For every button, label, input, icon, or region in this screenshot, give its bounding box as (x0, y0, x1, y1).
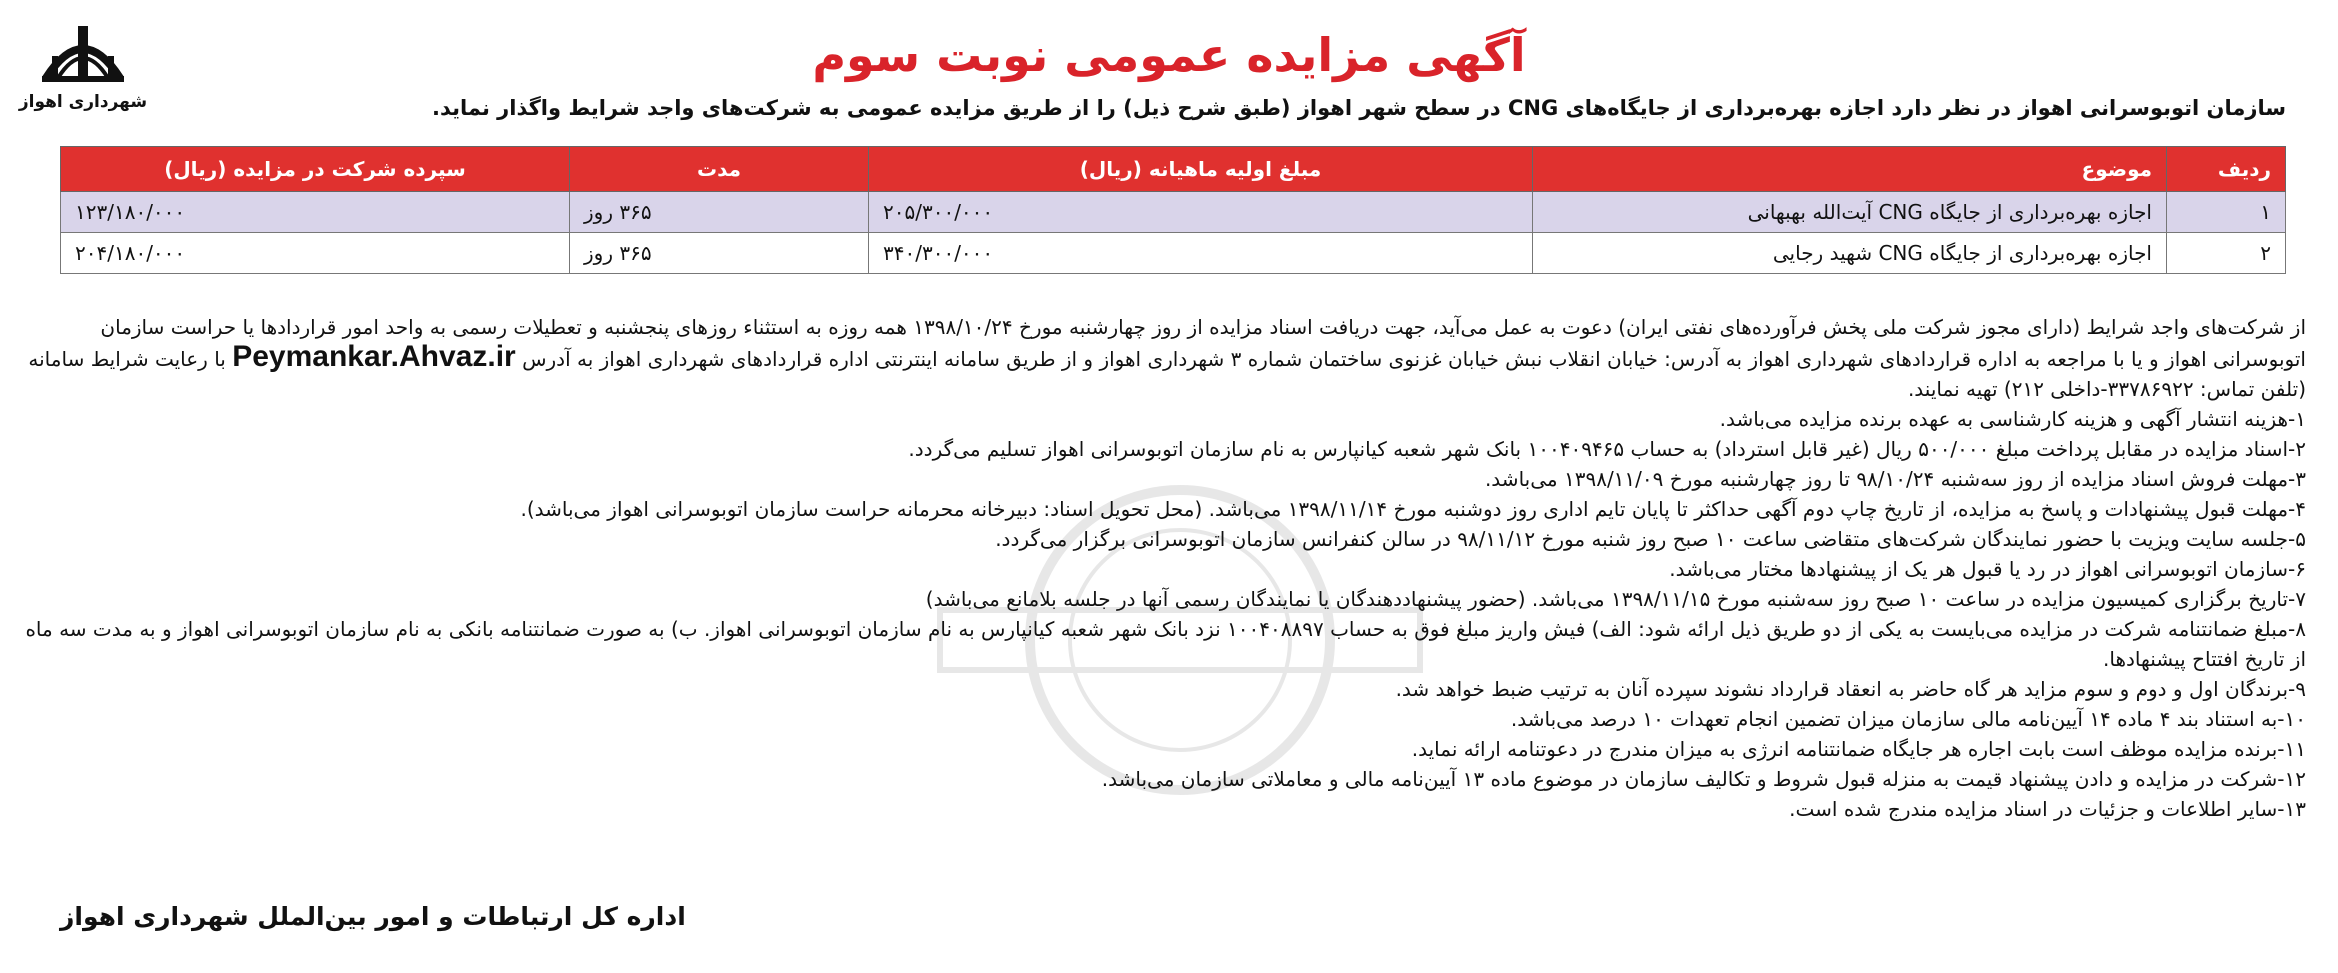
footer-signature: اداره کل ارتباطات و امور بین‌الملل شهرداری اهواز (60, 902, 686, 931)
cell-monthly-price: ۲۰۵/۳۰۰/۰۰۰ (869, 192, 1533, 233)
header-deposit: سپرده شرکت در مزایده (ریال) (61, 147, 570, 192)
table-header-row (61, 147, 2286, 192)
table-row (61, 192, 2286, 233)
cell-subject: اجازه بهره‌برداری از جایگاه CNG شهید رجایی (1533, 233, 2167, 274)
body-paragraph: از شرکت‌های واجد شرایط (دارای مجوز شرکت ملی پخش فرآورده‌های نفتی ایران) دعوت به عمل می‌آید، جهت دریافت اسناد مزایده از روز چهارشنبه مورخ ۱۳۹۸/۱۰/۲۴ همه روزه به استثناء روزهای پنجشنبه و تعطیلات رسمی به واحد امور قراردادها یا حراست سازمان (100, 315, 2306, 339)
header-duration: مدت (570, 147, 869, 192)
condition-item: ۵-جلسه سایت ویزیت با حضور نمایندگان شرکت‌های متقاضی ساعت ۱۰ صبح روز شنبه مورخ ۹۸/۱۱/۱۲ در سالن کنفرانس سازمان اتوبوسرانی برگزار می‌گردد. (995, 527, 2306, 551)
cell-subject: اجازه بهره‌برداری از جایگاه CNG آیت‌الله بهبهانی (1533, 192, 2167, 233)
body-paragraph (20, 342, 2306, 374)
system-terms-text: با رعایت شرایط سامانه (28, 347, 226, 371)
condition-item: ۲-اسناد مزایده در مقابل پرداخت مبلغ ۵۰۰/۰۰۰ ریال (غیر قابل استرداد) به حساب ۱۰۰۴۰۹۴۶۵ بانک شهر شعبه کیانپارس به نام سازمان اتوبوسرانی اهواز تسلیم می‌گردد. (908, 437, 2306, 461)
condition-item: از تاریخ افتتاح پیشنهادها. (2103, 647, 2306, 671)
condition-item: ۶-سازمان اتوبوسرانی اهواز در رد یا قبول هر یک از پیشنهادها مختار می‌باشد. (1669, 557, 2306, 581)
header-row-number: ردیف (2167, 147, 2286, 192)
cell-deposit: ۲۰۴/۱۸۰/۰۰۰ (61, 233, 570, 274)
auction-table (60, 146, 2286, 274)
cell-row-number: ۱ (2167, 192, 2286, 233)
cell-duration: ۳۶۵ روز (570, 233, 869, 274)
condition-item: ۱۳-سایر اطلاعات و جزئیات در اسناد مزایده مندرج شده است. (1789, 797, 2306, 821)
condition-item: ۱۲-شرکت در مزایده و دادن پیشنهاد قیمت به منزله قبول شروط و تکالیف سازمان در موضوع ماده ۱۳ آیین‌نامه مالی و معاملاتی سازمان می‌باشد. (1101, 767, 2306, 791)
table-row (61, 233, 2286, 274)
condition-item: ۸-مبلغ ضمانتنامه شرکت در مزایده می‌بایست به یکی از دو طریق ذیل ارائه شود: الف) فیش واریز مبلغ فوق به حساب ۱۰۰۴۰۸۸۹۷ نزد بانک شهر شعبه کیانپارس به نام سازمان اتوبوسرانی اهواز. ب) به صورت ضمانتنامه بانکی به نام سازمان اتوبوسرانی اهواز و به مدت سه ماه (25, 617, 2306, 641)
page-title: آگهی مزایده عمومی نوبت سوم (812, 28, 1526, 82)
address-text: اتوبوسرانی اهواز و یا با مراجعه به اداره قراردادهای شهرداری اهواز به آدرس: خیابان انقلاب نبش خیابان غزنوی ساختمان شماره ۳ شهرداری اهواز و از طریق سامانه اینترنتی اداره قراردادهای شهرداری اهواز به آدرس (522, 347, 2306, 371)
body-paragraph: (تلفن تماس: ۳۳۷۸۶۹۲۲-داخلی ۲۱۲) تهیه نمایند. (1907, 377, 2306, 401)
header-subject: موضوع (1533, 147, 2167, 192)
website-link[interactable]: Peymankar.Ahvaz.ir (232, 340, 516, 373)
cell-deposit: ۱۲۳/۱۸۰/۰۰۰ (61, 192, 570, 233)
condition-item: ۱۱-برنده مزایده موظف است بابت اجاره هر جایگاه ضمانتنامه انرژی به میزان مندرج در دعوتنامه ارائه نماید. (1411, 737, 2306, 761)
condition-item: ۳-مهلت فروش اسناد مزایده از روز سه‌شنبه ۹۸/۱۰/۲۴ تا روز چهارشنبه مورخ ۱۳۹۸/۱۱/۰۹ می‌باشد. (1484, 467, 2306, 491)
cell-row-number: ۲ (2167, 233, 2286, 274)
condition-item: ۱-هزینه انتشار آگهی و هزینه کارشناسی به عهده برنده مزایده می‌باشد. (1719, 407, 2306, 431)
condition-item: ۷-تاریخ برگزاری کمیسیون مزایده در ساعت ۱۰ صبح روز سه‌شنبه مورخ ۱۳۹۸/۱۱/۱۵ می‌باشد. (حضور پیشنهاددهندگان یا نمایندگان رسمی آنها در جلسه بلامانع می‌باشد) (925, 587, 2306, 611)
header-monthly-price: مبلغ اولیه ماهیانه (ریال) (869, 147, 1533, 192)
intro-text: سازمان اتوبوسرانی اهواز در نظر دارد اجازه بهره‌برداری از جایگاه‌های CNG در سطح شهر اهواز (طبق شرح ذیل) را از طریق مزایده عمومی به شرکت‌های واجد شرایط واگذار نماید. (432, 96, 2286, 120)
logo-caption: شهرداری اهواز (18, 92, 148, 112)
condition-item: ۴-مهلت قبول پیشنهادات و پاسخ به مزایده، از تاریخ چاپ دوم آگهی حداکثر تا پایان تایم اداری روز دوشنبه مورخ ۱۳۹۸/۱۱/۱۴ می‌باشد. (محل تحویل اسناد: دبیرخانه محرمانه حراست سازمان اتوبوسرانی اهواز می‌باشد). (520, 497, 2306, 521)
cell-duration: ۳۶۵ روز (570, 192, 869, 233)
condition-item: ۹-برندگان اول و دوم و سوم مزاید هر گاه حاضر به انعقاد قرارداد نشوند سپرده آنان به ترتیب ضبط خواهد شد. (1395, 677, 2306, 701)
condition-item: ۱۰-به استناد بند ۴ ماده ۱۴ آیین‌نامه مالی سازمان میزان تضمین انجام تعهدات ۱۰ درصد می‌باشد. (1510, 707, 2306, 731)
notice-body (20, 312, 2306, 824)
cell-monthly-price: ۳۴۰/۳۰۰/۰۰۰ (869, 233, 1533, 274)
